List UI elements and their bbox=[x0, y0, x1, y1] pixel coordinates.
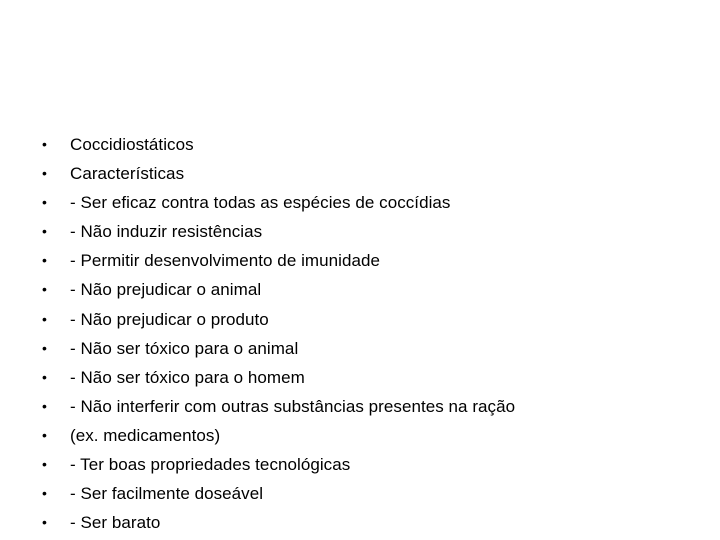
bullet-icon: • bbox=[42, 194, 47, 211]
list-item-text: - Ser eficaz contra todas as espécies de coccídias bbox=[70, 193, 451, 213]
list-item-text: - Não prejudicar o produto bbox=[70, 309, 269, 329]
bullet-icon: • bbox=[42, 485, 47, 502]
list-item-text: - Ter boas propriedades tecnológicas bbox=[70, 455, 351, 475]
list-item bbox=[42, 159, 515, 188]
list-item-text: Características bbox=[70, 164, 185, 184]
list-item-text: - Ser facilmente doseável bbox=[70, 484, 264, 504]
bullet-icon: • bbox=[42, 514, 47, 531]
list-item-text: - Não induzir resistências bbox=[70, 222, 263, 242]
bullet-icon: • bbox=[42, 310, 47, 327]
bullet-icon: • bbox=[42, 252, 47, 269]
bullet-icon: • bbox=[42, 223, 47, 240]
bullet-icon: • bbox=[42, 397, 47, 414]
bullet-icon: • bbox=[42, 456, 47, 473]
bullet-list bbox=[42, 130, 515, 537]
list-item bbox=[42, 421, 515, 450]
list-item-text: - Não ser tóxico para o animal bbox=[70, 338, 299, 358]
list-item bbox=[42, 392, 515, 421]
bullet-icon: • bbox=[42, 136, 47, 152]
list-item-text: (ex. medicamentos) bbox=[70, 425, 221, 445]
list-item bbox=[42, 450, 515, 479]
list-item-text: Coccidiostáticos bbox=[70, 135, 194, 154]
bullet-icon: • bbox=[42, 165, 47, 182]
list-item bbox=[42, 130, 515, 159]
bullet-icon: • bbox=[42, 281, 47, 298]
list-item bbox=[42, 363, 515, 392]
list-item bbox=[42, 246, 515, 275]
list-item-text: - Não interferir com outras substâncias presentes na ração bbox=[70, 396, 516, 416]
list-item bbox=[42, 275, 515, 304]
list-item bbox=[42, 334, 515, 363]
list-item bbox=[42, 217, 515, 246]
list-item bbox=[42, 479, 515, 508]
bullet-icon: • bbox=[42, 368, 47, 385]
list-item-text: - Não ser tóxico para o homem bbox=[70, 367, 305, 387]
list-item bbox=[42, 508, 515, 537]
list-item-text: - Permitir desenvolvimento de imunidade bbox=[70, 251, 380, 271]
list-item-text: - Não prejudicar o animal bbox=[70, 280, 262, 300]
list-item bbox=[42, 188, 515, 217]
bullet-icon: • bbox=[42, 339, 47, 356]
bullet-icon: • bbox=[42, 426, 47, 443]
list-item-text: - Ser barato bbox=[70, 513, 161, 533]
list-item bbox=[42, 305, 515, 334]
